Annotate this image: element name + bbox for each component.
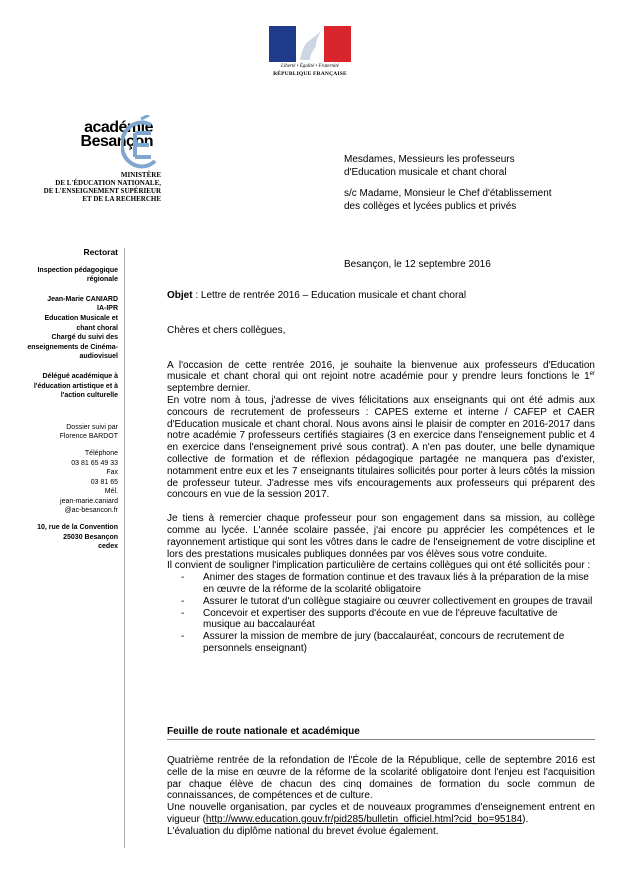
academie-e-icon — [121, 115, 163, 173]
republic-name: RÉPUBLIQUE FRANÇAISE — [273, 71, 347, 77]
paragraph-implication: Il convient de souligner l'implication particulière de certains collègues qui ont été sollicités pour : — [167, 560, 591, 572]
object-line: Objet : Lettre de rentrée 2016 – Education musicale et chant choral — [167, 290, 467, 301]
vertical-divider — [124, 248, 125, 848]
sender-discipline: Education Musicale et chant choral — [44, 314, 118, 332]
dossier-label: Dossier suivi par — [66, 423, 118, 431]
ministere-name: MINISTÈRE DE L'ÉDUCATION NATIONALE, DE L'ENSEIGNEMENT SUPÉRIEUR ET DE LA RECHERCHE — [43, 171, 161, 203]
addressee-block — [344, 154, 604, 222]
list-item: - Concevoir et expertiser des supports d'écoute en vue de l'épreuve facultative de musique au baccalauréat — [181, 608, 595, 632]
sender-charge: Chargé du suivi des enseignements de Cinéma-audiovisuel — [27, 334, 118, 361]
motto: Liberté • Égalité • Fraternité — [281, 64, 339, 69]
address-line-3: cedex — [98, 543, 118, 551]
list-item: - Assurer le tutorat d'un collègue stagiaire ou œuvrer collectivement en groupes de travail — [181, 596, 595, 608]
sender-delegue: Délégué académique à l'éducation artistique et à l'action culturelle — [33, 372, 118, 400]
addressee-line-1: Mesdames, Messieurs les professeurs — [344, 154, 515, 165]
tel-label: Téléphone — [84, 449, 118, 457]
republique-francaise-logo — [269, 26, 351, 80]
implication-list — [167, 572, 595, 655]
flag-icon — [269, 26, 351, 62]
addressee-line-2: d'Education musicale et chant choral — [344, 166, 507, 178]
letter-body — [167, 290, 595, 655]
dossier-name: Florence BARDOT — [59, 433, 118, 441]
greeting: Chères et chers collègues, — [167, 324, 286, 336]
section-paragraph-3: L'évaluation du diplôme national du brevet évolue également. — [167, 825, 439, 837]
bulletin-link[interactable]: http://www.education.gouv.fr/pid285/bulletin_officiel.html?cid_bo=95184 — [205, 813, 523, 825]
date-line: Besançon, le 12 septembre 2016 — [344, 259, 491, 270]
section-heading: Feuille de route nationale et académique — [167, 726, 595, 740]
section-body — [167, 755, 595, 838]
address-line-2: 25030 Besançon — [63, 533, 118, 541]
academie-name: académie Besançon — [80, 119, 153, 150]
mel-label: Mél. — [104, 488, 118, 496]
mel-value-1: jean-marie.caniard — [60, 497, 118, 505]
addressee-line-3: s/c Madame, Monsieur le Chef d'établissement — [344, 188, 552, 199]
addressee-line-4: des collèges et lycées publics et privés — [344, 200, 517, 212]
address-line-1: 10, rue de la Convention — [37, 524, 118, 532]
mel-value-2: @ac-besancon.fr — [64, 507, 118, 515]
rectorat-label: Rectorat — [83, 247, 118, 257]
sender-title: IA-IPR — [97, 305, 118, 313]
list-item: - Animer des stages de formation continue et des travaux liés à la préparation de la mise en œuvre de la réforme de la scolarité obligatoire — [181, 572, 595, 596]
section-paragraph-2: Une nouvelle organisation, par cycles et de nouveaux programmes d'enseignement entrent en vigueur (http://www.education.gouv.fr/pid285/bulletin_officiel.html?cid_bo=95184). — [167, 802, 595, 825]
tel-value: 03 81 65 49 33 — [71, 459, 118, 467]
fax-value: 03 81 65 — [90, 478, 118, 486]
academie-logo — [35, 115, 161, 220]
paragraph-thanks: Je tiens à remercier chaque professeur pour son engagement dans sa mission, au collège comme au lycée. L'année scolaire passée, j'ai encore pu apprécier les compétences et le rayonnement artistique qui sont les vôtres dans le cadre de l'enseignement de votre discipline et lors des prestations musicales publiques données par vos élèves sous votre conduite. — [167, 513, 595, 560]
paragraph-welcome: A l'occasion de cette rentrée 2016, je souhaite la bienvenue aux professeurs d'Education musicale et chant choral qui ont rejoint notre académie pour y prendre leurs fonctions le 1er septembre dernier. — [167, 359, 595, 395]
paragraph-congratulations: En votre nom à tous, j'adresse de vives félicitations aux enseignants qui ont été admis aux concours de recrutement de professeurs : CAPES externe et interne / CAFEP et CAER d'Education musicale et chant choral. Nous avons ainsi le plaisir de compter en 2016-2017 dans notre académie 7 professeurs certifiés stagiaires (3 en exercice dans l'enseignement public et 4 en exercice dans l'enseignement privé sous contrat). A n'en pas douter, une belle dynamique collective de formation et de réflexion pédagogique partagée ne manquera pas d'exister, notamment entre eux et les 7 enseignants titulaires sollicités pour porter à leurs côtés la mission de professeur tuteur. J'adresse mes vifs encouragements aux professeurs qui préparent des concours en vue de la session 2017. — [167, 394, 595, 501]
section-paragraph-1: Quatrième rentrée de la refondation de l'École de la République, celle de septembre 2016 est celle de la mise en œuvre de la réforme de la scolarité obligatoire dont l'enjeu est l'acquisition par chaque élève de chacun des cinq domaines de formation du socle commun de connaissances, de compétences et de culture. — [167, 755, 595, 802]
sender-name: Jean-Marie CANIARD — [47, 295, 118, 303]
sender-sidebar — [26, 248, 118, 552]
service-name: Inspection pédagogique régionale — [37, 266, 118, 284]
fax-label: Fax — [106, 469, 118, 477]
list-item: - Assurer la mission de membre de jury (baccalauréat, concours de recrutement de personnels enseignant) — [181, 631, 595, 655]
